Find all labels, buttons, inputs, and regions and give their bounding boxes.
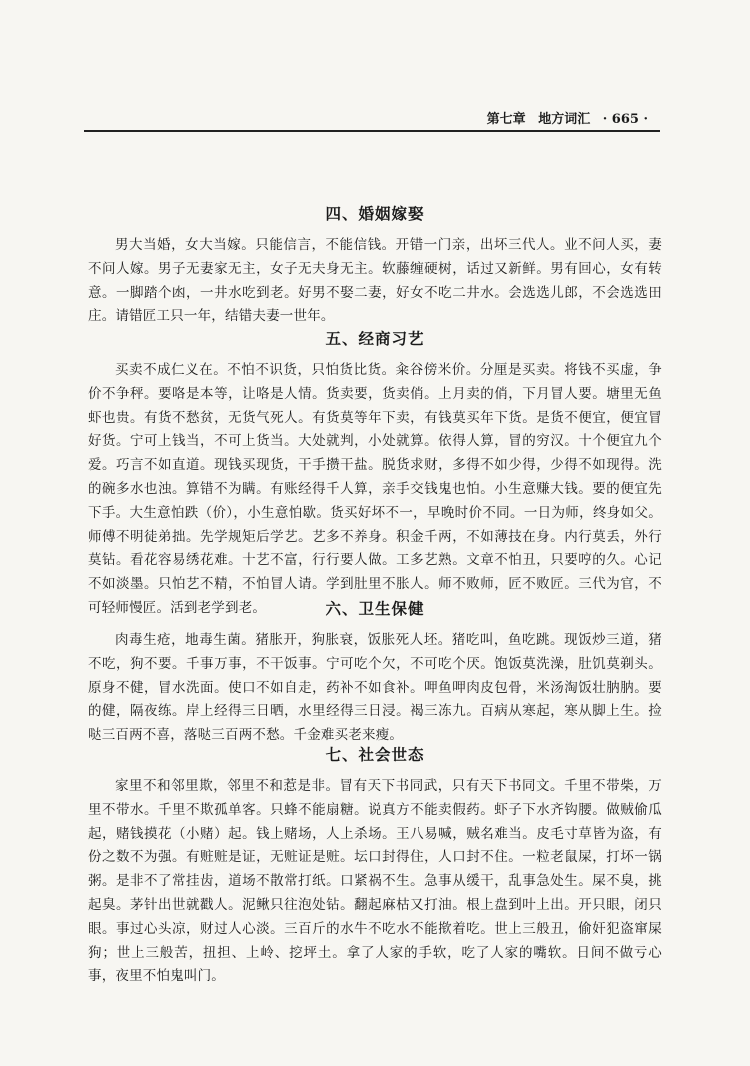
header-rule — [84, 130, 660, 132]
page-number: · 665 · — [602, 112, 648, 127]
section-society — [88, 743, 662, 989]
section-marriage — [88, 202, 662, 329]
section-body: 买卖不成仁义在。不怕不识货，只怕货比货。籴谷傍米价。分厘是买卖。将钱不买虚，争价不争秤。要咯是本等，让咯是人情。货卖要，货卖俏。上月卖的俏，下月冒人要。塘里无鱼虾也贵。有货不愁贫，无货气死人。有货莫等年下卖，有钱莫买年下货。是货不便宜，便宜冒好货。宁可上钱当，不可上货当。大处就判，小处就算。依得人算，冒的穷汉。十个便宜九个爱。巧言不如直道。现钱买现货，干手攒干盐。脱货求财，多得不如少得，少得不如现得。洗的碗多水也浊。算错不为瞒。有账经得千人算，亲手交钱鬼也怕。小生意赚大钱。要的便宜先下手。大生意怕跌（价），小生意怕歇。货买好坏不一，早晚时价不同。一日为师，终身如父。师傅不明徒弟拙。先学规矩后学艺。艺多不养身。积金千两，不如薄技在身。内行莫丢，外行莫钻。看花容易绣花难。十艺不富，行行要人做。工多艺熟。文章不怕丑，只要哼的久。心记不如淡墨。只怕艺不精，不怕冒人请。学到肚里不胀人。师不败师，匠不败匠。三代为官，不可轻师慢匠。活到老学到老。 — [88, 362, 662, 616]
section-body: 肉毒生疮，地毒生菌。猪胀开，狗胀衰，饭胀死人坯。猪吃叫，鱼吃跳。现饭炒三道，猪不吃，狗不要。千事万事，不干饭事。宁可吃个欠，不可吃个厌。饱饭莫洗澡，肚饥莫剃头。原身不健，冒水洗面。使口不如自走，药补不如食补。呷鱼呷肉皮包骨，米汤淘饭壮肭肭。要的健，隔夜练。岸上经得三日晒，水里经得三日浸。褐三冻九。百病从寒起，寒从脚上生。捡哒三百两不喜，落哒三百两不愁。千金难买老来瘦。 — [88, 632, 662, 744]
section-body: 家里不和邻里欺，邻里不和惹是非。冒有天下书同武，只有天下书同文。千里不带柴，万里不带水。千里不欺孤单客。只蜂不能扇糖。说真方不能卖假药。虾子下水齐钩腰。做贼偷瓜起，赌钱摸花（小赌）起。钱上赌场，人上杀场。王八易喊，贼名难当。皮毛寸草皆为盗，有份之数不为强。有赃赃是证，无赃证是赃。坛口封得住，人口封不住。一粒老鼠屎，打坏一锅粥。是非不了常挂齿，道场不散常打纸。口紧祸不生。急事从缓干，乱事急处生。屎不臭，挑起臭。茅针出世就戳人。泥鳅只往泡处钻。翻起麻枯又打油。根上盘到叶上出。开只眼，闭只眼。事过心头凉，财过人心淡。三百斤的水牛不吃水不能揿着吃。世上三般丑，偷奸犯盗窜屎狗；世上三般苦，扭担、上岭、挖坪土。拿了人家的手软，吃了人家的嘴软。日间不做亏心事，夜里不怕鬼叫门。 — [88, 778, 662, 985]
section-business — [88, 327, 662, 621]
section-body: 男大当婚，女大当嫁。只能信言，不能信钱。开错一门亲，出坏三代人。业不问人买，妻不问人嫁。男子无妻家无主，女子无夫身无主。软藤缠硬树，话过又新鲜。男有回心，女有转意。一脚踏个凼，一井水吃到老。好男不娶二妻，好女不吃二井水。会选选儿郎，不会选选田庄。请错匠工只一年，结错夫妻一世年。 — [88, 237, 662, 325]
running-head — [479, 108, 648, 127]
section-heading: 六、卫生保健 — [325, 599, 425, 618]
section-health — [88, 597, 662, 748]
section-heading: 四、婚姻嫁娶 — [325, 204, 425, 223]
section-heading: 五、经商习艺 — [325, 329, 425, 348]
section-heading: 七、社会世态 — [325, 745, 425, 764]
chapter-label: 第七章 — [486, 112, 526, 127]
chapter-title: 地方词汇 — [538, 112, 591, 127]
